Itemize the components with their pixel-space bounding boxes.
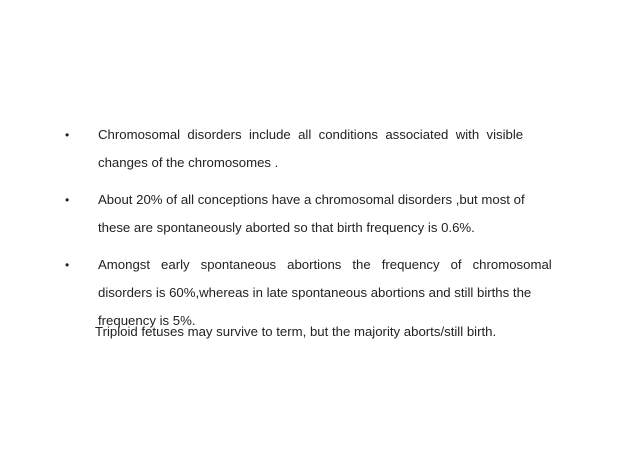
bullet-item-conceptions — [63, 186, 561, 242]
bullet-line: frequency is 5%. — [98, 313, 196, 328]
bullet-marker: • — [65, 258, 70, 272]
bullet-line: Amongst early spontaneous abortions the frequency of chromosomal — [98, 257, 552, 272]
bullet-marker: • — [65, 193, 70, 207]
bullet-line: disorders is 60%,whereas in late spontaneous abortions and still births the — [98, 285, 532, 300]
bullet-line: changes of the chromosomes . — [98, 155, 279, 170]
bullet-item-chromosomal-disorders — [63, 121, 561, 177]
bullet-line: Chromosomal disorders include all conditions associated with visible — [98, 127, 524, 142]
bullet-list — [63, 121, 561, 344]
bullet-line: these are spontaneously aborted so that birth frequency is 0.6%. — [98, 220, 475, 235]
bullet-text — [98, 121, 561, 177]
bullet-marker: • — [65, 128, 70, 142]
triploid-note: Triploid fetuses may survive to term, but the majority aborts/still birth. — [95, 324, 497, 339]
bullet-text — [98, 186, 561, 242]
bullet-line: About 20% of all conceptions have a chromosomal disorders ,but most of — [98, 192, 525, 207]
